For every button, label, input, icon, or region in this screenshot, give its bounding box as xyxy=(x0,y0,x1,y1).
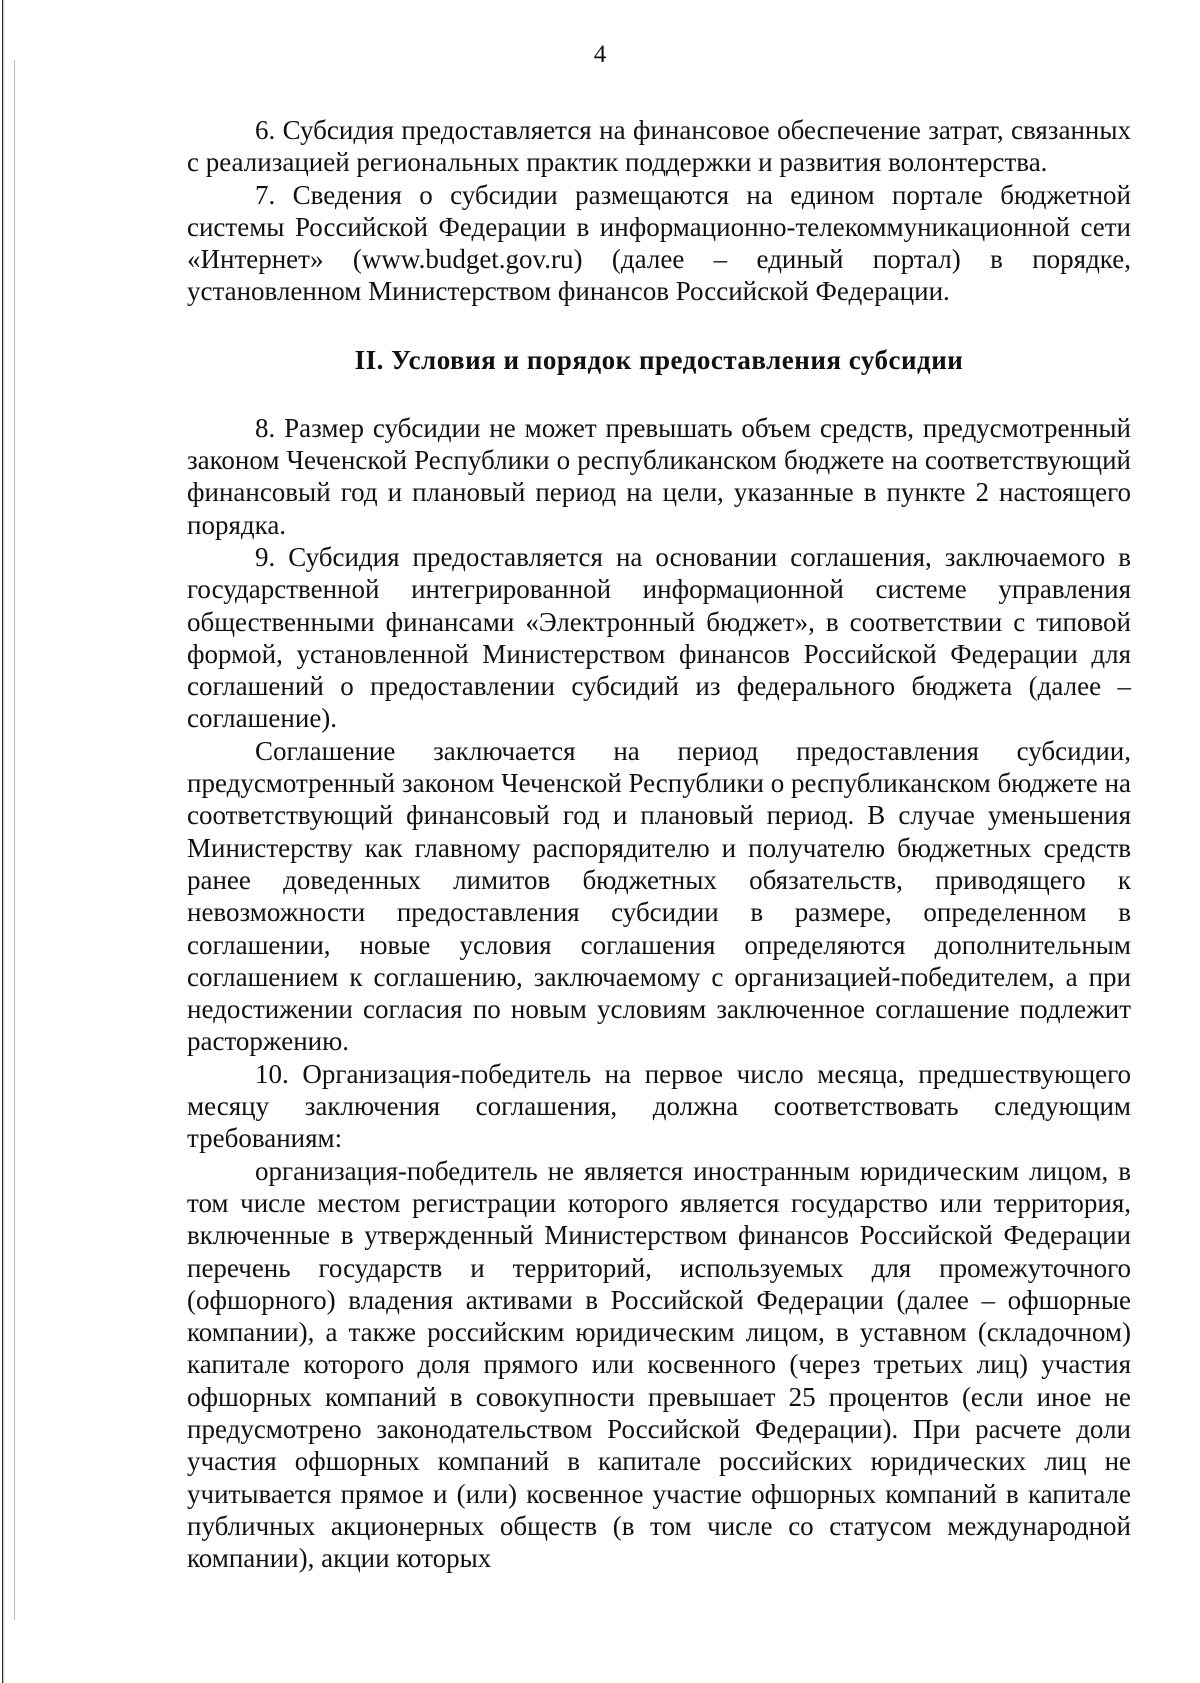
document-body xyxy=(187,114,1131,1574)
paragraph-6: 6. Субсидия предоставляется на финансовое обеспечение затрат, связанных с реализацией региональных практик поддержки и развития волонтерства. xyxy=(187,115,1131,178)
scan-left-edge xyxy=(2,0,5,1683)
section-heading: II. Условия и порядок предоставления субсидии xyxy=(354,344,964,375)
paragraph-8: 8. Размер субсидии не может превышать объем средств, предусмотренный законом Чеченской Республики о республиканском бюджете на соответствующий финансовый год и плановый период на цели, указанные в пункте 2 настоящего порядка. xyxy=(187,412,1131,540)
paragraph-10: 10. Организация-победитель на первое число месяца, предшествующего месяцу заключения соглашения, должна соответствовать следующим требованиям: xyxy=(187,1058,1131,1154)
paragraph-7: 7. Сведения о субсидии размещаются на едином портале бюджетной системы Российской Федерации в информационно-телекоммуникационной сети «Интернет» (www.budget.gov.ru) (далее – единый портал) в порядке, установленном Министерством финансов Российской Федерации. xyxy=(187,179,1131,307)
page-number: 4 xyxy=(593,41,607,68)
scan-left-line xyxy=(14,60,15,1620)
paragraph-agreement: Соглашение заключается на период предоставления субсидии, предусмотренный законом Чеченской Республики о республиканском бюджете на соответствующий финансовый год и плановый период. В случае уменьшения Министерству как главному распорядителю и получателю бюджетных средств ранее доведенных лимитов бюджетных обязательств, приводящего к невозможности предоставления субсидии в размере, определенном в соглашении, новые условия соглашения определяются дополнительным соглашением к соглашению, заключаемому с организацией-победителем, а при недостижении согласия по новым условиям заключенное соглашение подлежит расторжению. xyxy=(187,735,1131,1057)
paragraph-requirement-offshore: организация-победитель не является иностранным юридическим лицом, в том числе местом регистрации которого является государство или территория, включенные в утвержденный Министерством финансов Российской Федерации перечень государств и территорий, используемых для промежуточного (офшорного) владения активами в Российской Федерации (далее – офшорные компании), а также российским юридическим лицом, в уставном (складочном) капитале которого доля прямого или косвенного (через третьих лиц) участия офшорных компаний в совокупности превышает 25 процентов (если иное не предусмотрено законодательством Российской Федерации). При расчете доли участия офшорных компаний в капитале российских юридических лиц не учитывается прямое и (или) косвенное участие офшорных компаний в капитале публичных акционерных обществ (в том числе со статусом международной компании), акции которых xyxy=(187,1155,1131,1574)
paragraph-9: 9. Субсидия предоставляется на основании соглашения, заключаемого в государственной интегрированной информационной системе управления общественными финансами «Электронный бюджет», в соответствии с типовой формой, установленной Министерством финансов Российской Федерации для соглашений о предоставлении субсидий из федерального бюджета (далее – соглашение). xyxy=(187,541,1131,734)
